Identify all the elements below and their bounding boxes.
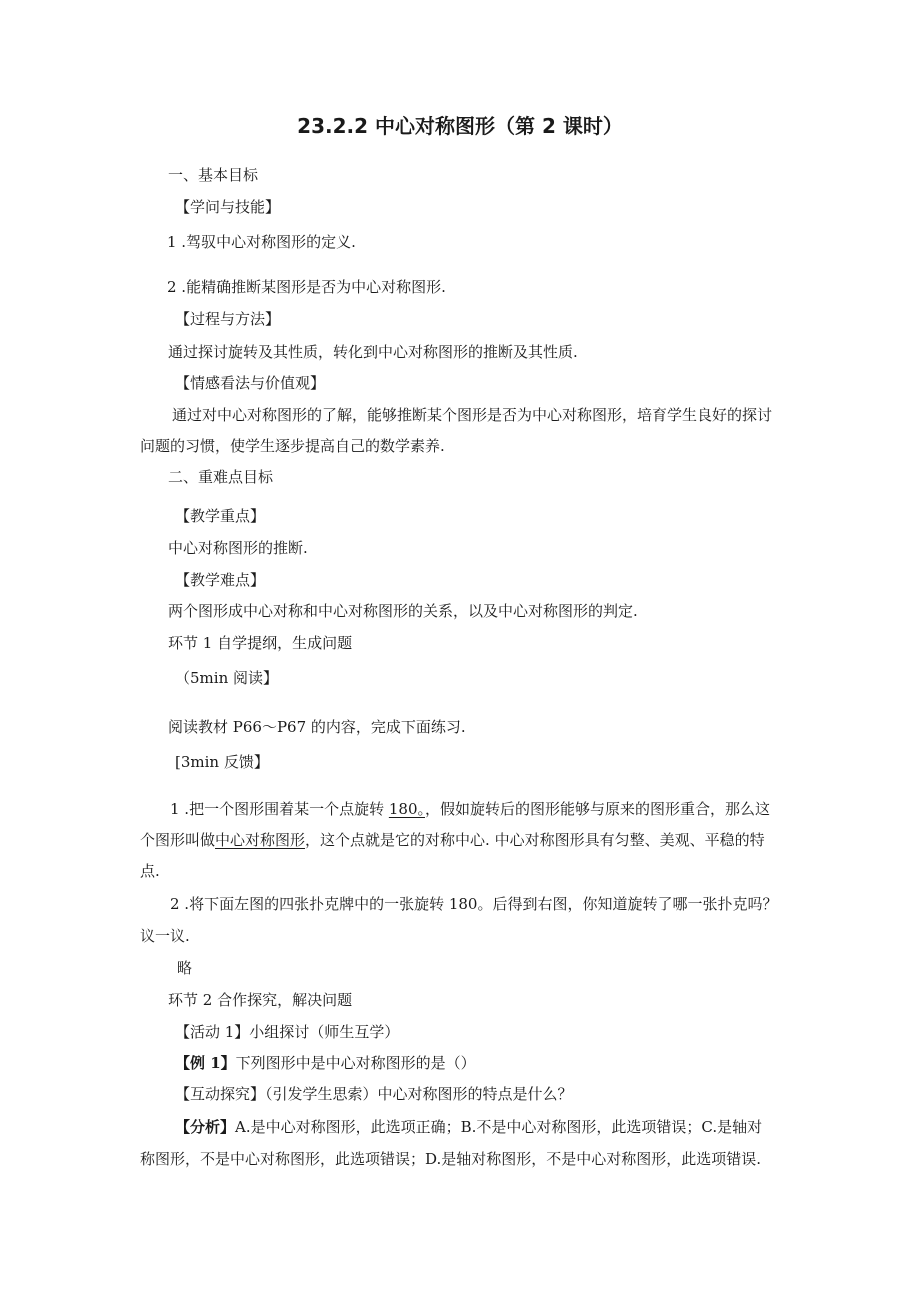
emotion-text-line-1: 通过对中心对称图形的了解，能够推断某个图形是否为中心对称图形，培育学生良好的探讨 [172, 406, 773, 424]
question-1-text-3: ，这个点就是它的对称中心. 中心对称图形具有匀整、美观、平稳的特 [305, 831, 765, 849]
question-1-answer-term: 中心对称图形 [215, 831, 306, 849]
heading-knowledge-skills: 【学问与技能】 [175, 198, 281, 216]
feedback-time: [3min 反馈】 [175, 753, 269, 771]
example-1-text: 下列图形中是中心对称图形的是（） [235, 1054, 476, 1072]
question-1-text-2: 个图形叫做 [140, 831, 216, 849]
heading-difficulty: 【教学难点】 [175, 571, 266, 589]
question-1-line-1 [170, 799, 770, 819]
knowledge-item-1: 1 .驾驭中心对称图形的定义. [167, 233, 356, 251]
reading-time: （5min 阅读】 [175, 669, 278, 687]
question-1-line-3: 点. [140, 862, 160, 880]
process-text: 通过探讨旋转及其性质，转化到中心对称图形的推断及其性质. [168, 343, 578, 361]
example-1 [175, 1053, 476, 1073]
step-1-heading: 环节 1 自学提纲，生成问题 [168, 634, 353, 652]
step-2-heading: 环节 2 合作探究，解决问题 [168, 991, 353, 1009]
activity-1: 【活动 1】小组探讨（师生互学） [175, 1023, 400, 1041]
difficulty-text: 两个图形成中心对称和中心对称图形的关系，以及中心对称图形的判定. [168, 602, 638, 620]
omitted-answer: 略 [177, 959, 193, 977]
knowledge-item-2: 2 .能精确推断某图形是否为中心对称图形. [167, 278, 446, 296]
analysis-line-1 [175, 1117, 762, 1137]
question-2-line-1: 2 .将下面左图的四张扑克牌中的一张旋转 180。后得到右图，你知道旋转了哪一张扑克吗？ [170, 895, 778, 913]
heading-emotion-values: 【情感看法与价值观】 [175, 374, 326, 392]
heading-process-method: 【过程与方法】 [175, 310, 281, 328]
section-basic-goals: 一、基本目标 [168, 166, 259, 184]
question-1-text-cont: ，假如旋转后的图形能够与原来的图形重合，那么这 [425, 800, 771, 818]
reading-task: 阅读教材 P66～P67 的内容，完成下面练习. [168, 718, 466, 736]
analysis-label: 【分析】 [175, 1118, 236, 1136]
question-1-line-2 [140, 830, 765, 850]
question-2-line-2: 议一议. [140, 927, 190, 945]
analysis-line-2: 称图形，不是中心对称图形，此选项错误；D.是轴对称图形，不是中心对称图形，此选项错误. [140, 1150, 762, 1168]
section-key-difficulty: 二、重难点目标 [168, 468, 274, 486]
page-title: 23.2.2 中心对称图形（第 2 课时） [297, 114, 623, 138]
question-1-text: 1 .把一个图形围着某一个点旋转 [170, 800, 389, 818]
example-1-label: 【例 1】 [175, 1054, 236, 1072]
question-1-answer-angle: 180。 [388, 800, 425, 818]
emotion-text-line-2: 问题的习惯，使学生逐步提高自己的数学素养. [140, 437, 445, 455]
heading-key-point: 【教学重点】 [175, 507, 266, 525]
key-point-text: 中心对称图形的推断. [168, 539, 308, 557]
analysis-text-1: A.是中心对称图形，此选项正确；B.不是中心对称图形，此选项错误；C.是轴对 [235, 1118, 763, 1136]
interactive-explore: 【互动探究】（引发学生思索）中心对称图形的特点是什么？ [175, 1085, 573, 1103]
